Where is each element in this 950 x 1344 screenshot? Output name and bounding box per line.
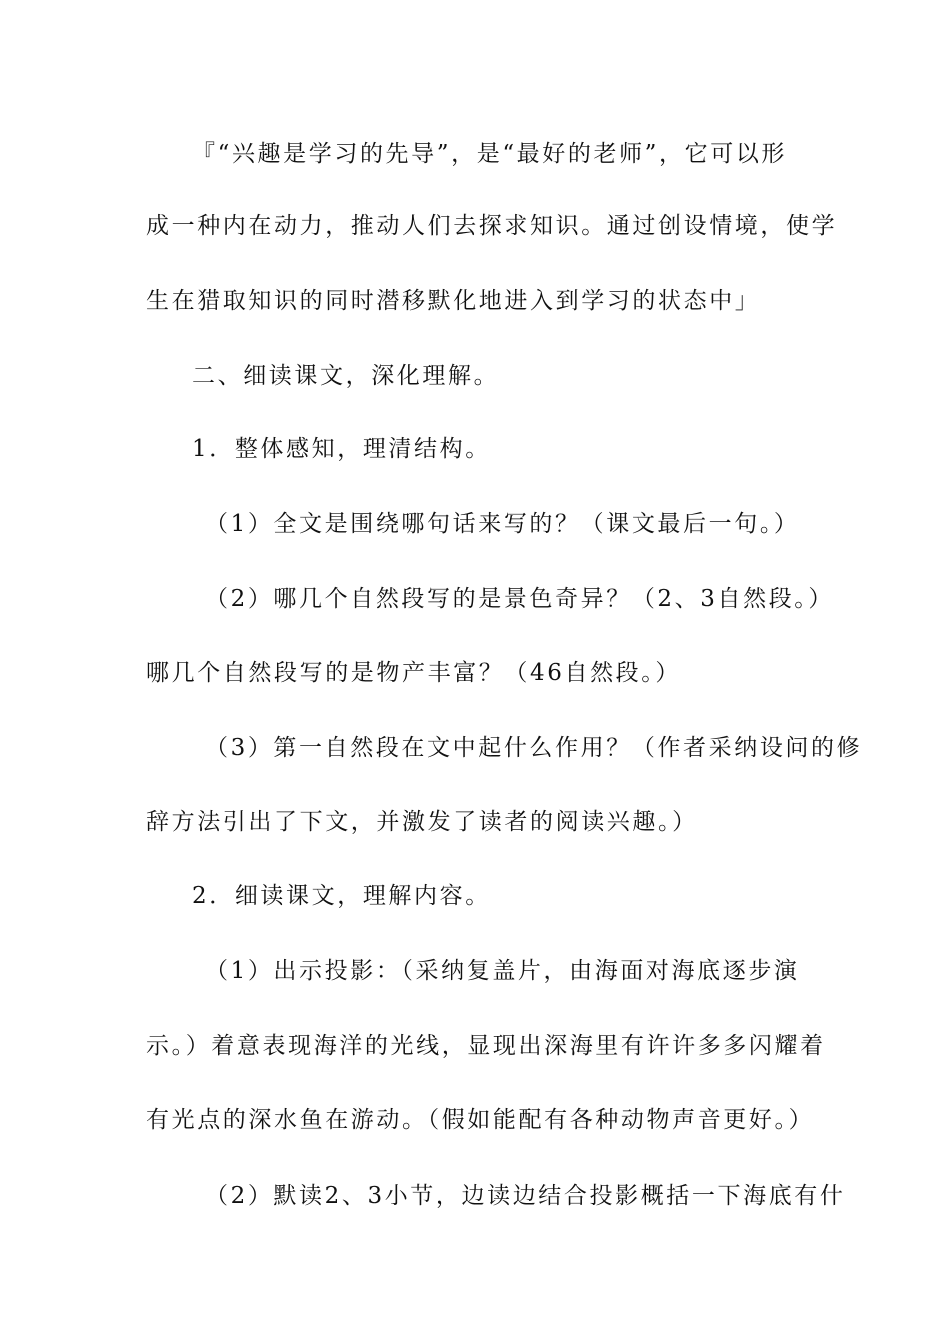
paragraph-intro-line-3: 生在猎取知识的同时潜移默化地进入到学习的状态中」	[146, 288, 761, 314]
question-2-line-2: 哪几个自然段写的是物产丰富？（46自然段。）	[146, 660, 681, 686]
question-3-line-1: （3）第一自然段在文中起什么作用？（作者采纳设问的修	[205, 735, 863, 761]
question-3-line-2: 辞方法引出了下文，并激发了读者的阅读兴趣。）	[146, 809, 698, 835]
question-1: （1）全文是围绕哪句话来写的？（课文最后一句。）	[205, 511, 800, 537]
item-heading-1: 1．整体感知，理清结构。	[192, 436, 491, 462]
step-1-line-1: （1）出示投影：（采纳复盖片，由海面对海底逐步演	[205, 958, 800, 984]
item-heading-2: 2．细读课文，理解内容。	[192, 883, 491, 909]
paragraph-intro-line-1: 『“兴趣是学习的先导”，是“最好的老师”，它可以形	[192, 141, 788, 167]
step-1-line-3: 有光点的深水鱼在游动。（假如能配有各种动物声音更好。）	[146, 1107, 815, 1133]
step-2-line-1: （2）默读2、3小节，边读边结合投影概括一下海底有什	[205, 1183, 846, 1209]
section-heading: 二、细读课文，深化理解。	[192, 363, 500, 389]
question-2-line-1: （2）哪几个自然段写的是景色奇异？（2、3自然段。）	[205, 586, 834, 612]
paragraph-intro-line-2: 成一种内在动力，推动人们去探求知识。通过创设情境，使学	[146, 213, 838, 239]
step-1-line-2: 示。）着意表现海洋的光线，显现出深海里有许许多多闪耀着	[146, 1033, 826, 1059]
